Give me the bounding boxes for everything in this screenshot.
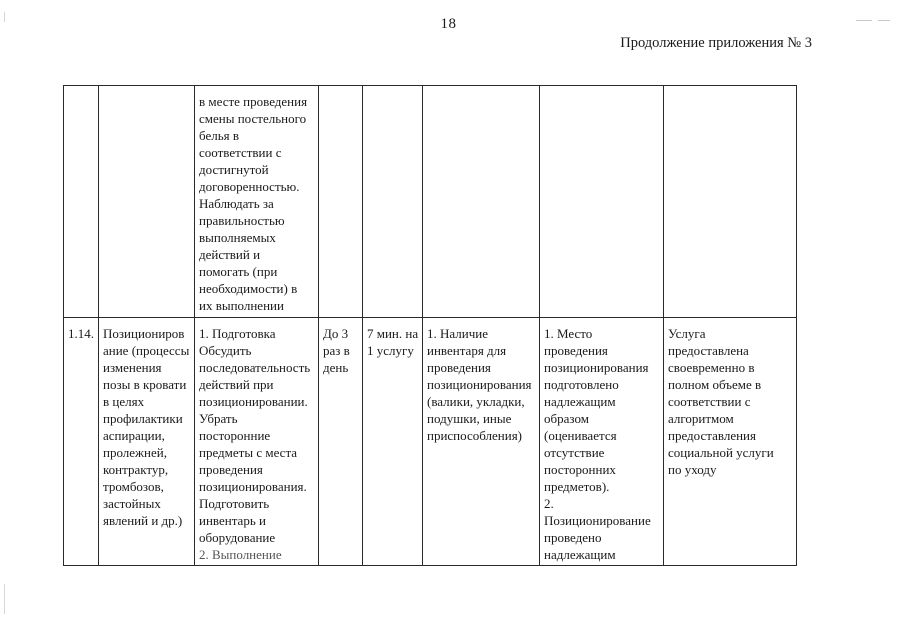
cell-frequency: До 3 раз в день xyxy=(319,318,363,566)
table-row xyxy=(64,318,797,566)
scan-edge-mark xyxy=(4,584,5,614)
table-row xyxy=(64,86,797,318)
margin-mark xyxy=(878,20,890,21)
cell-service-name: Позициониров ание (процессы изменения позы в кровати в целях профилактики аспирации, пролежней, контрактур, тромбозов, застойных явлений и др.) xyxy=(99,318,195,566)
cell-number: 1.14. xyxy=(64,318,99,566)
service-standard-table xyxy=(63,85,797,566)
cell-frequency xyxy=(319,86,363,318)
continuation-caption: Продолжение приложения № 3 xyxy=(620,35,812,51)
cell-number xyxy=(64,86,99,318)
page-number: 18 xyxy=(440,16,457,32)
cell-conditions xyxy=(423,86,540,318)
margin-mark xyxy=(856,20,872,21)
cell-service-content xyxy=(195,318,319,566)
cell-quality-indicators xyxy=(540,86,664,318)
cell-service-content: в месте проведения смены постельного белья в соответствии с достигнутой договоренностью. Наблюдать за правильностью выполняемых действий и помогать (при необходимости) в их выполнении xyxy=(195,86,319,318)
cell-result: Услуга предоставлена своевременно в полном объеме в соответствии с алгоритмом предоставления социальной услуги по уходу xyxy=(664,318,797,566)
scan-edge-mark xyxy=(4,12,5,22)
cell-quality-indicators: 1. Место проведения позиционирования подготовлено надлежащим образом (оценивается отсутствие посторонних предметов). 2. Позиционирование проведено надлежащим xyxy=(540,318,664,566)
cell-conditions: 1. Наличие инвентаря для проведения позиционирования (валики, укладки, подушки, иные приспособления) xyxy=(423,318,540,566)
service-content-step-2: 2. Выполнение xyxy=(199,547,282,562)
service-content-text: 1. Подготовка Обсудить последовательность действий при позиционировании. Убрать посторонние предметы с места проведения позиционирования. Подготовить инвентарь и оборудование xyxy=(199,326,311,545)
cell-result xyxy=(664,86,797,318)
cell-duration: 7 мин. на 1 услугу xyxy=(363,318,423,566)
cell-duration xyxy=(363,86,423,318)
cell-service-name xyxy=(99,86,195,318)
